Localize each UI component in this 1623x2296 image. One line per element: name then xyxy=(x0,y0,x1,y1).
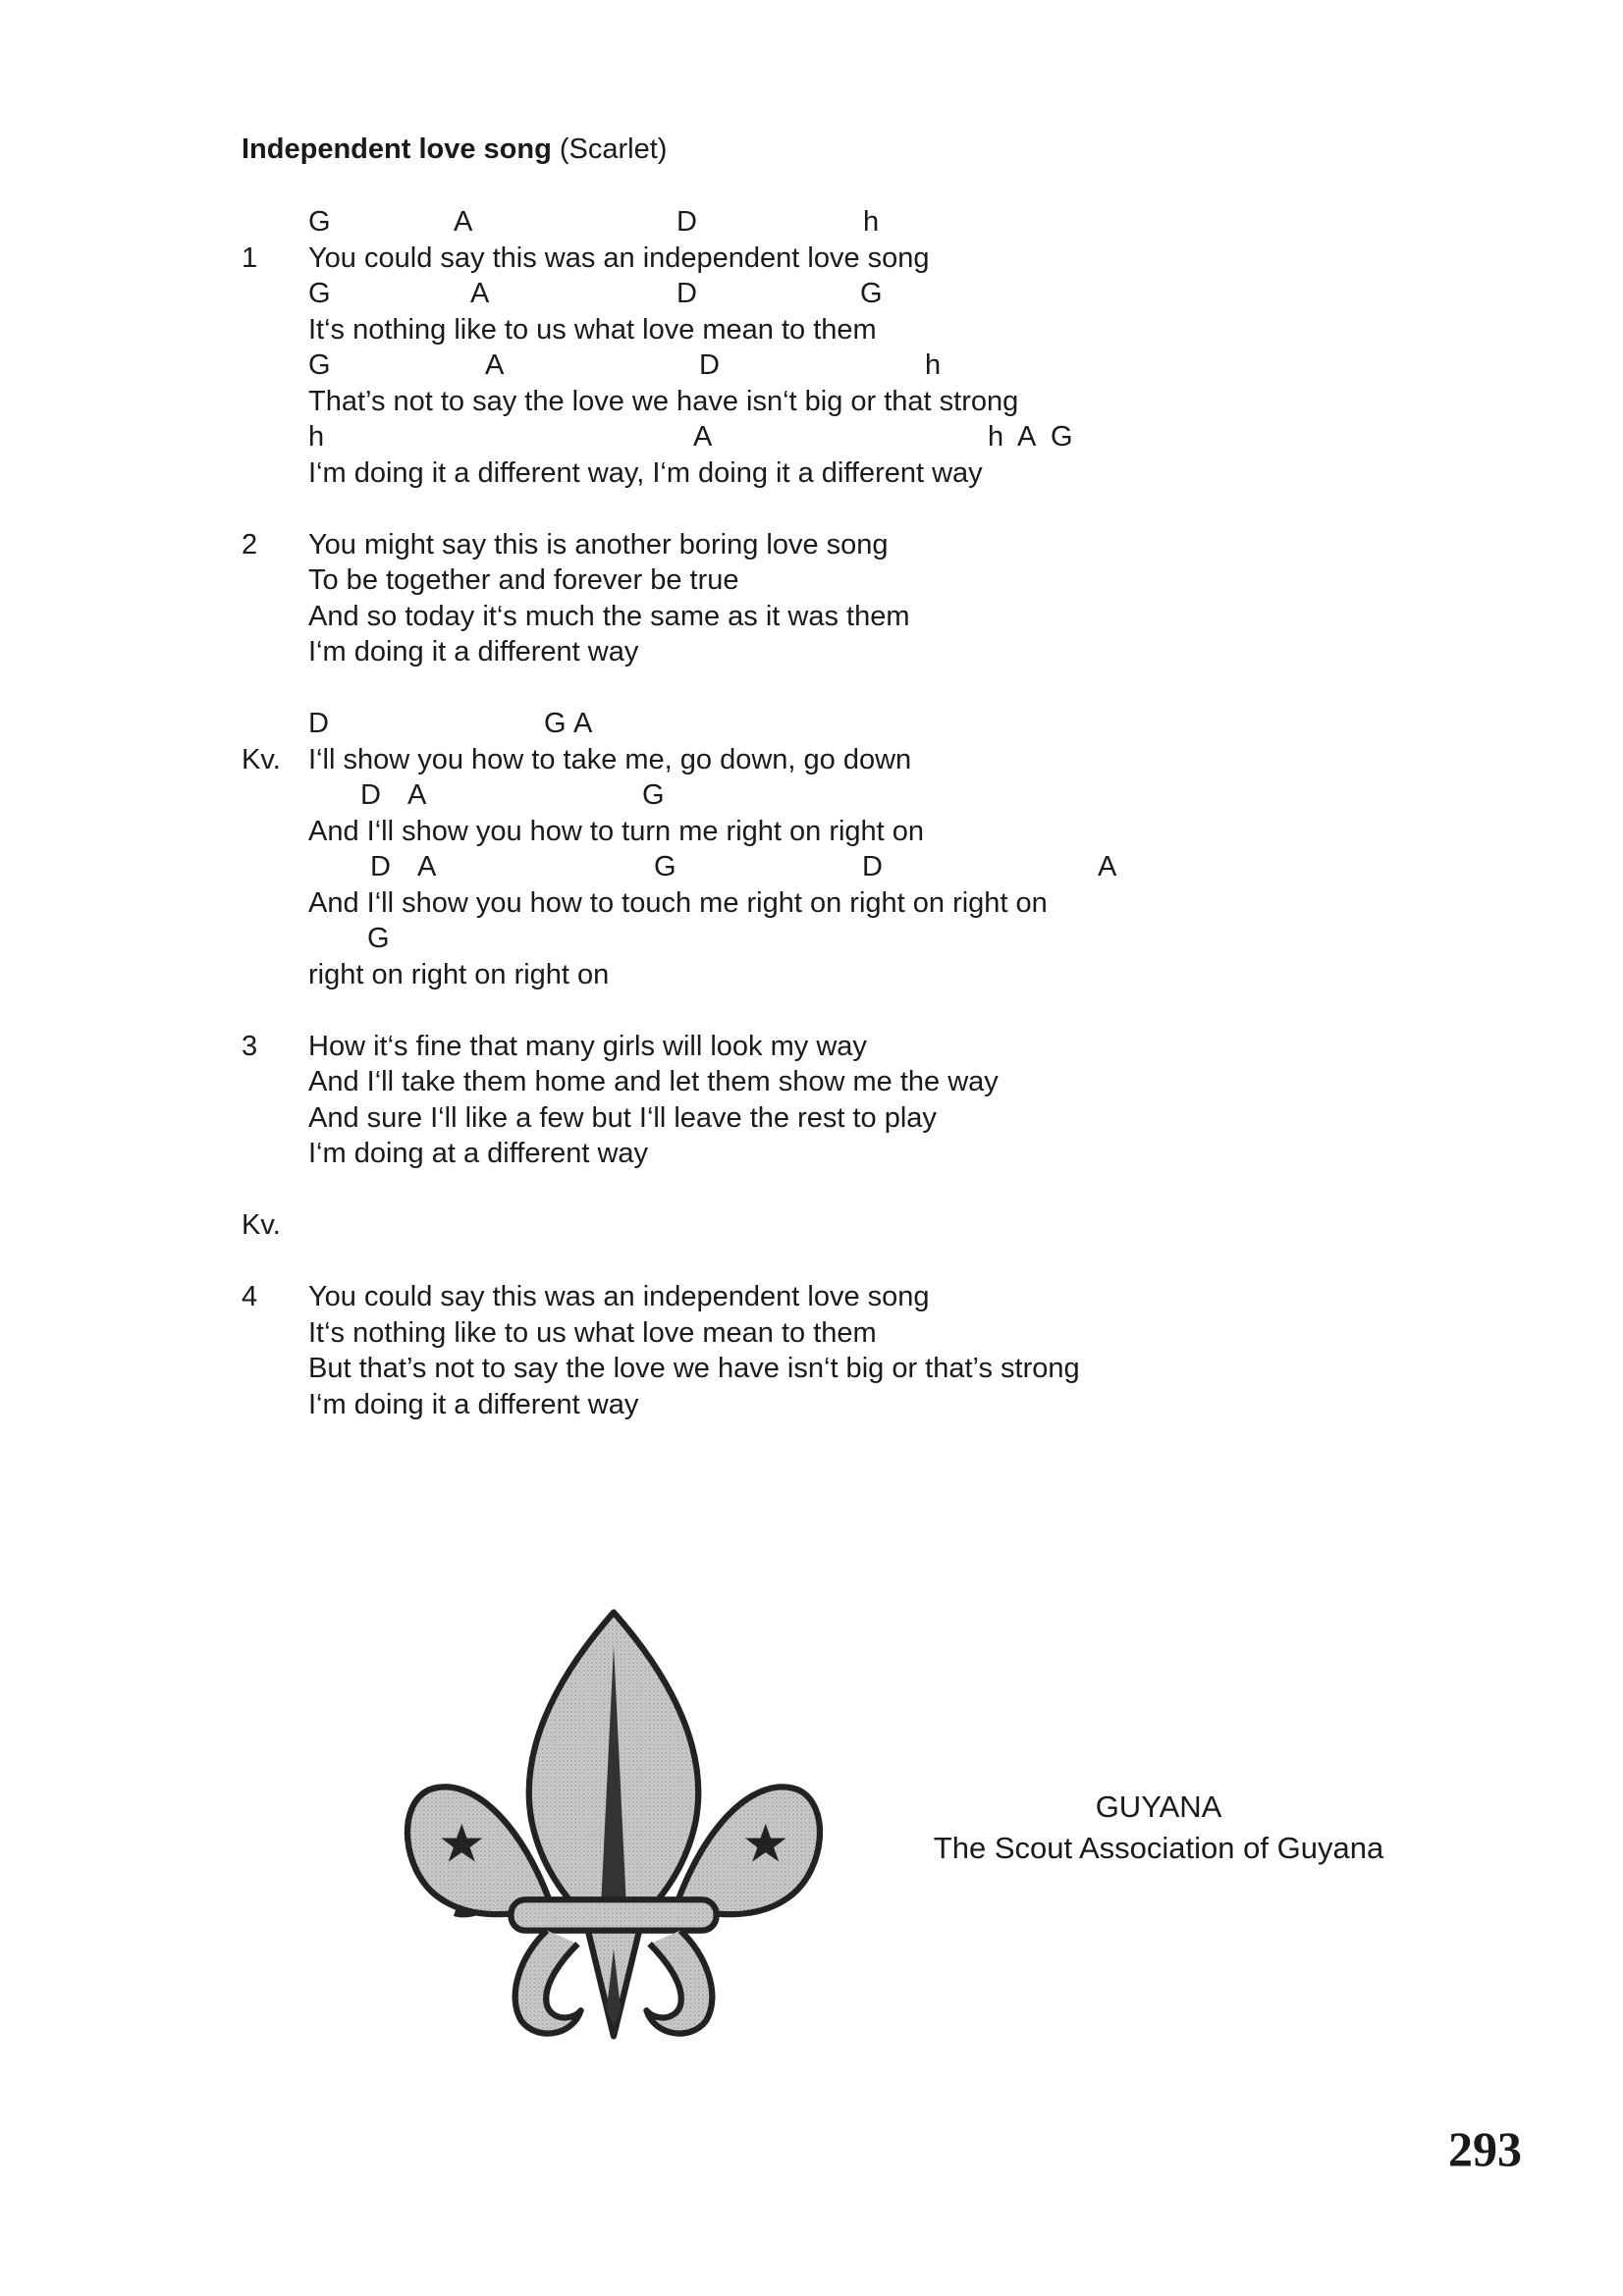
lyric-line xyxy=(242,1136,1420,1172)
chord: D xyxy=(676,278,697,309)
lyric-text: To be together and forever be true xyxy=(308,564,739,596)
chord: A xyxy=(573,708,593,739)
stanza-gap xyxy=(242,491,1420,527)
lyric-line xyxy=(242,957,1420,993)
chord-row xyxy=(308,849,1388,885)
verse-marker: Kv. xyxy=(242,1209,281,1241)
stanza-gap xyxy=(242,670,1420,707)
chord: G xyxy=(642,779,665,811)
song-title-artist: (Scarlet) xyxy=(559,133,668,165)
chord: h xyxy=(308,421,325,453)
lyric-text: And sure I‘ll like a few but I‘ll leave the rest to play xyxy=(308,1101,937,1134)
chord: D xyxy=(699,349,720,381)
lyric-line xyxy=(242,527,1420,563)
lyric-line xyxy=(242,1279,1420,1315)
lyric-text: I‘ll show you how to take me, go down, go down xyxy=(308,743,912,775)
chord: h xyxy=(863,206,880,238)
chord-row xyxy=(308,921,1388,957)
lyric-line xyxy=(242,885,1420,922)
chord: A xyxy=(407,779,427,811)
lyric-line xyxy=(242,455,1420,492)
lyric-line xyxy=(242,1207,1420,1244)
stanza-gap xyxy=(242,1172,1420,1208)
chord-row xyxy=(308,204,1388,240)
lyric-line xyxy=(242,634,1420,670)
chord-line xyxy=(242,276,1420,312)
lyric-text: It‘s nothing like to us what love mean to them xyxy=(308,1316,877,1349)
lyric-line xyxy=(242,240,1420,277)
song-body xyxy=(242,204,1420,1422)
chord: D xyxy=(360,779,381,811)
chord-line xyxy=(242,777,1420,814)
chord: A xyxy=(485,349,505,381)
chord: D xyxy=(370,851,391,882)
lyric-line xyxy=(242,1100,1420,1137)
lyric-text: How it‘s fine that many girls will look my way xyxy=(308,1030,867,1062)
verse-marker: 3 xyxy=(242,1030,258,1062)
chord: A xyxy=(417,851,437,882)
lyric-line xyxy=(242,1064,1420,1100)
lyric-line xyxy=(242,1387,1420,1423)
lyric-text: You could say this was an independent love song xyxy=(308,241,930,274)
chord: G xyxy=(860,278,883,309)
chord: D xyxy=(308,708,329,739)
lyric-line xyxy=(242,742,1420,778)
chord: G xyxy=(308,349,331,381)
lyric-text: It‘s nothing like to us what love mean to them xyxy=(308,313,877,346)
lyric-text: And I‘ll take them home and let them show me the way xyxy=(308,1066,999,1097)
lyric-line xyxy=(242,384,1420,420)
lyric-text: You might say this is another boring love song xyxy=(308,528,889,561)
lyric-line xyxy=(242,1315,1420,1352)
lyric-text: And I‘ll show you how to touch me right on right on right on xyxy=(308,886,1048,919)
lyric-text: But that’s not to say the love we have isn‘t big or that’s strong xyxy=(308,1353,1080,1384)
page-number: 293 xyxy=(1448,2121,1522,2176)
lyric-line xyxy=(242,599,1420,635)
chord: G xyxy=(1051,421,1073,453)
chord-line xyxy=(242,204,1420,240)
chord-row xyxy=(308,706,1388,742)
verse-marker: 2 xyxy=(242,528,258,561)
chord: A xyxy=(693,421,713,453)
lyric-text: right on right on right on xyxy=(308,958,610,990)
stanza-gap xyxy=(242,1244,1420,1280)
chord: G xyxy=(544,708,567,739)
caption-country: GUYANA xyxy=(1095,1789,1222,1824)
chord: A xyxy=(1017,421,1037,453)
lyric-text: I‘m doing it a different way xyxy=(308,1388,639,1420)
lyric-line xyxy=(242,814,1420,850)
chord: G xyxy=(367,923,390,954)
caption-organization: The Scout Association of Guyana xyxy=(933,1831,1384,1865)
lyric-text: I‘m doing at a different way xyxy=(308,1138,649,1169)
verse-marker: Kv. xyxy=(242,743,281,775)
chord-row xyxy=(308,419,1388,455)
lyric-line xyxy=(242,1029,1420,1065)
chord-row xyxy=(308,777,1388,814)
chord: A xyxy=(1098,851,1117,882)
lyric-line xyxy=(242,562,1420,599)
chord-line xyxy=(242,921,1420,957)
song-title xyxy=(242,133,667,166)
chord: h xyxy=(925,349,942,381)
lyric-text: I‘m doing it a different way xyxy=(308,636,639,667)
verse-marker: 4 xyxy=(242,1281,258,1312)
chord: G xyxy=(654,851,676,882)
fleur-de-lis-icon xyxy=(393,1600,835,2052)
chord-row xyxy=(308,276,1388,312)
chord: G xyxy=(308,206,331,238)
lyric-line xyxy=(242,1351,1420,1387)
lyric-text: And I‘ll show you how to turn me right on right on xyxy=(308,815,925,847)
chord: A xyxy=(470,278,490,309)
song-title-main: Independent love song xyxy=(242,133,552,165)
chord: h xyxy=(988,421,1004,453)
logo-caption xyxy=(884,1787,1434,1869)
chord-line xyxy=(242,849,1420,885)
chord: D xyxy=(676,206,697,238)
chord-line xyxy=(242,419,1420,455)
chord: G xyxy=(308,278,331,309)
stanza-gap xyxy=(242,992,1420,1029)
lyric-text: You could say this was an independent love song xyxy=(308,1281,930,1312)
lyric-text: I‘m doing it a different way, I‘m doing it a different way xyxy=(308,456,983,489)
chord-row xyxy=(308,347,1388,384)
chord: A xyxy=(454,206,473,238)
lyric-line xyxy=(242,312,1420,348)
chord-line xyxy=(242,347,1420,384)
verse-marker: 1 xyxy=(242,241,258,274)
lyric-text: And so today it‘s much the same as it was them xyxy=(308,600,910,632)
chord-line xyxy=(242,706,1420,742)
lyric-text: That’s not to say the love we have isn‘t big or that strong xyxy=(308,385,1019,417)
chord: D xyxy=(862,851,883,882)
